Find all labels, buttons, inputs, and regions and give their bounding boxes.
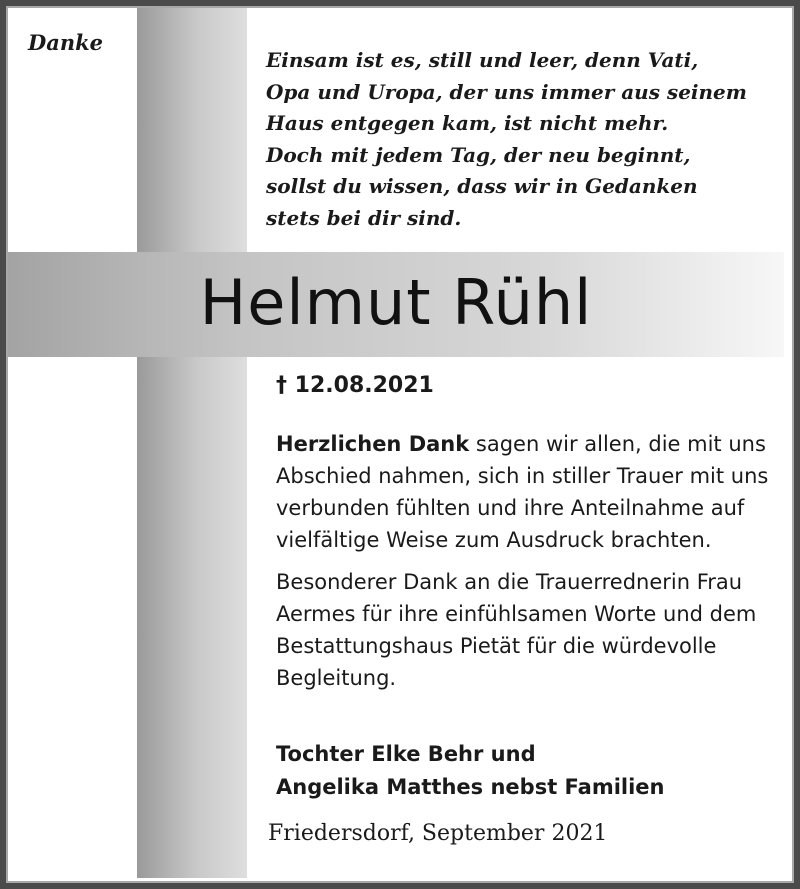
- cross-vertical-beam: [137, 8, 247, 878]
- poem: [266, 45, 776, 234]
- thanks-heading: Herzlichen Dank: [276, 432, 470, 456]
- signer-line: Angelika Matthes nebst Familien: [276, 775, 665, 799]
- poem-line: Opa und Uropa, der uns immer aus seinem: [266, 79, 747, 104]
- poem-line: sollst du wissen, dass wir in Gedanken: [266, 174, 698, 198]
- deceased-name: Helmut Rühl: [199, 266, 593, 339]
- poem-line: stets bei dir sind.: [266, 205, 462, 230]
- poem-line: Doch mit jedem Tag, der neu beginnt,: [266, 142, 691, 167]
- thanks-body: sagen wir allen, die mit uns Abschied nahmen, sich in stiller Trauer mit uns verbunden fühlten und ihre Anteilnahme auf vielfältige Weise zum Ausdruck brachten.: [276, 432, 769, 552]
- death-date: † 12.08.2021: [276, 373, 434, 398]
- signer-line: Tochter Elke Behr und: [276, 742, 536, 766]
- special-thanks-paragraph: Besonderer Dank an die Trauerrednerin Frau Aermes für ihre einfühlsamen Worte und dem Bestattungshaus Pietät für die würdevolle Begleitung.: [276, 570, 757, 690]
- signers: [276, 738, 665, 804]
- thanks-text: [276, 428, 781, 694]
- thanks-paragraph: [276, 428, 781, 556]
- category-label: Danke: [28, 30, 103, 55]
- place-and-date: Friedersdorf, September 2021: [268, 821, 608, 846]
- poem-line: Einsam ist es, still und leer, denn Vati,: [266, 48, 699, 72]
- poem-line: Haus entgegen kam, ist nicht mehr.: [266, 111, 669, 135]
